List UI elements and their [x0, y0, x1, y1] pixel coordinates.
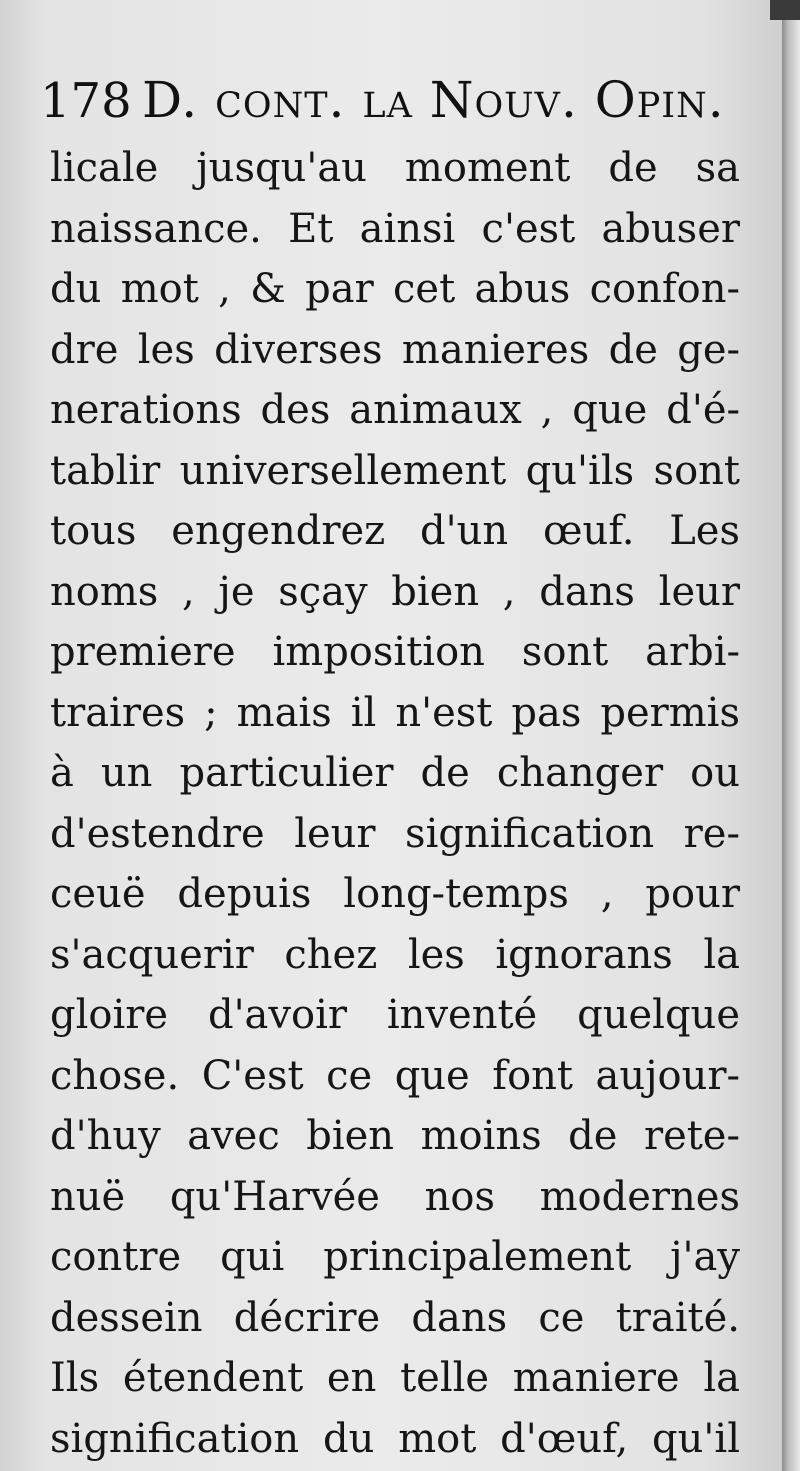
- text-line: ceuë depuis long-temps , pour: [50, 871, 740, 917]
- text-line: gloire d'avoir inventé quelque: [50, 992, 740, 1038]
- page-number: 178: [40, 73, 132, 129]
- page-edge: [782, 0, 800, 1471]
- running-title: D. cont. la Nouv. Opin.: [142, 71, 725, 129]
- text-line: s'acquerir chez les ignorans la: [50, 931, 740, 978]
- text-line: noms , je sçay bien , dans leur: [50, 568, 740, 615]
- text-line: premiere imposition sont arbi-: [50, 629, 740, 675]
- body-text: [50, 138, 740, 1469]
- running-head: [40, 70, 780, 130]
- text-line: tablir universellement qu'ils sont: [50, 447, 740, 494]
- text-line: chose. C'est ce que font aujour-: [50, 1052, 740, 1099]
- text-line: naissance. Et ainsi c'est abuser: [50, 205, 740, 252]
- text-line: nerations des animaux , que d'é-: [50, 387, 740, 433]
- text-line: contre qui principalement j'ay: [50, 1234, 740, 1280]
- text-line: d'huy avec bien moins de rete-: [50, 1113, 740, 1159]
- text-line: nuë qu'Harvée nos modernes: [50, 1173, 740, 1220]
- text-line: dre les diverses manieres de ge-: [50, 326, 740, 373]
- text-line: signification du mot d'œuf, qu'il: [50, 1415, 740, 1462]
- text-line: licale jusqu'au moment de sa: [50, 145, 740, 191]
- text-line: dessein décrire dans ce traité.: [50, 1294, 740, 1341]
- text-line: traires ; mais il n'est pas permis: [50, 689, 740, 736]
- binding-shadow: [770, 0, 800, 20]
- text-line: Ils étendent en telle maniere la: [50, 1355, 740, 1401]
- text-line: du mot , & par cet abus confon-: [50, 266, 740, 312]
- text-line: d'estendre leur signification re-: [50, 810, 740, 857]
- text-line: à un particulier de changer ou: [50, 750, 740, 796]
- text-line: tous engendrez d'un œuf. Les: [50, 508, 740, 554]
